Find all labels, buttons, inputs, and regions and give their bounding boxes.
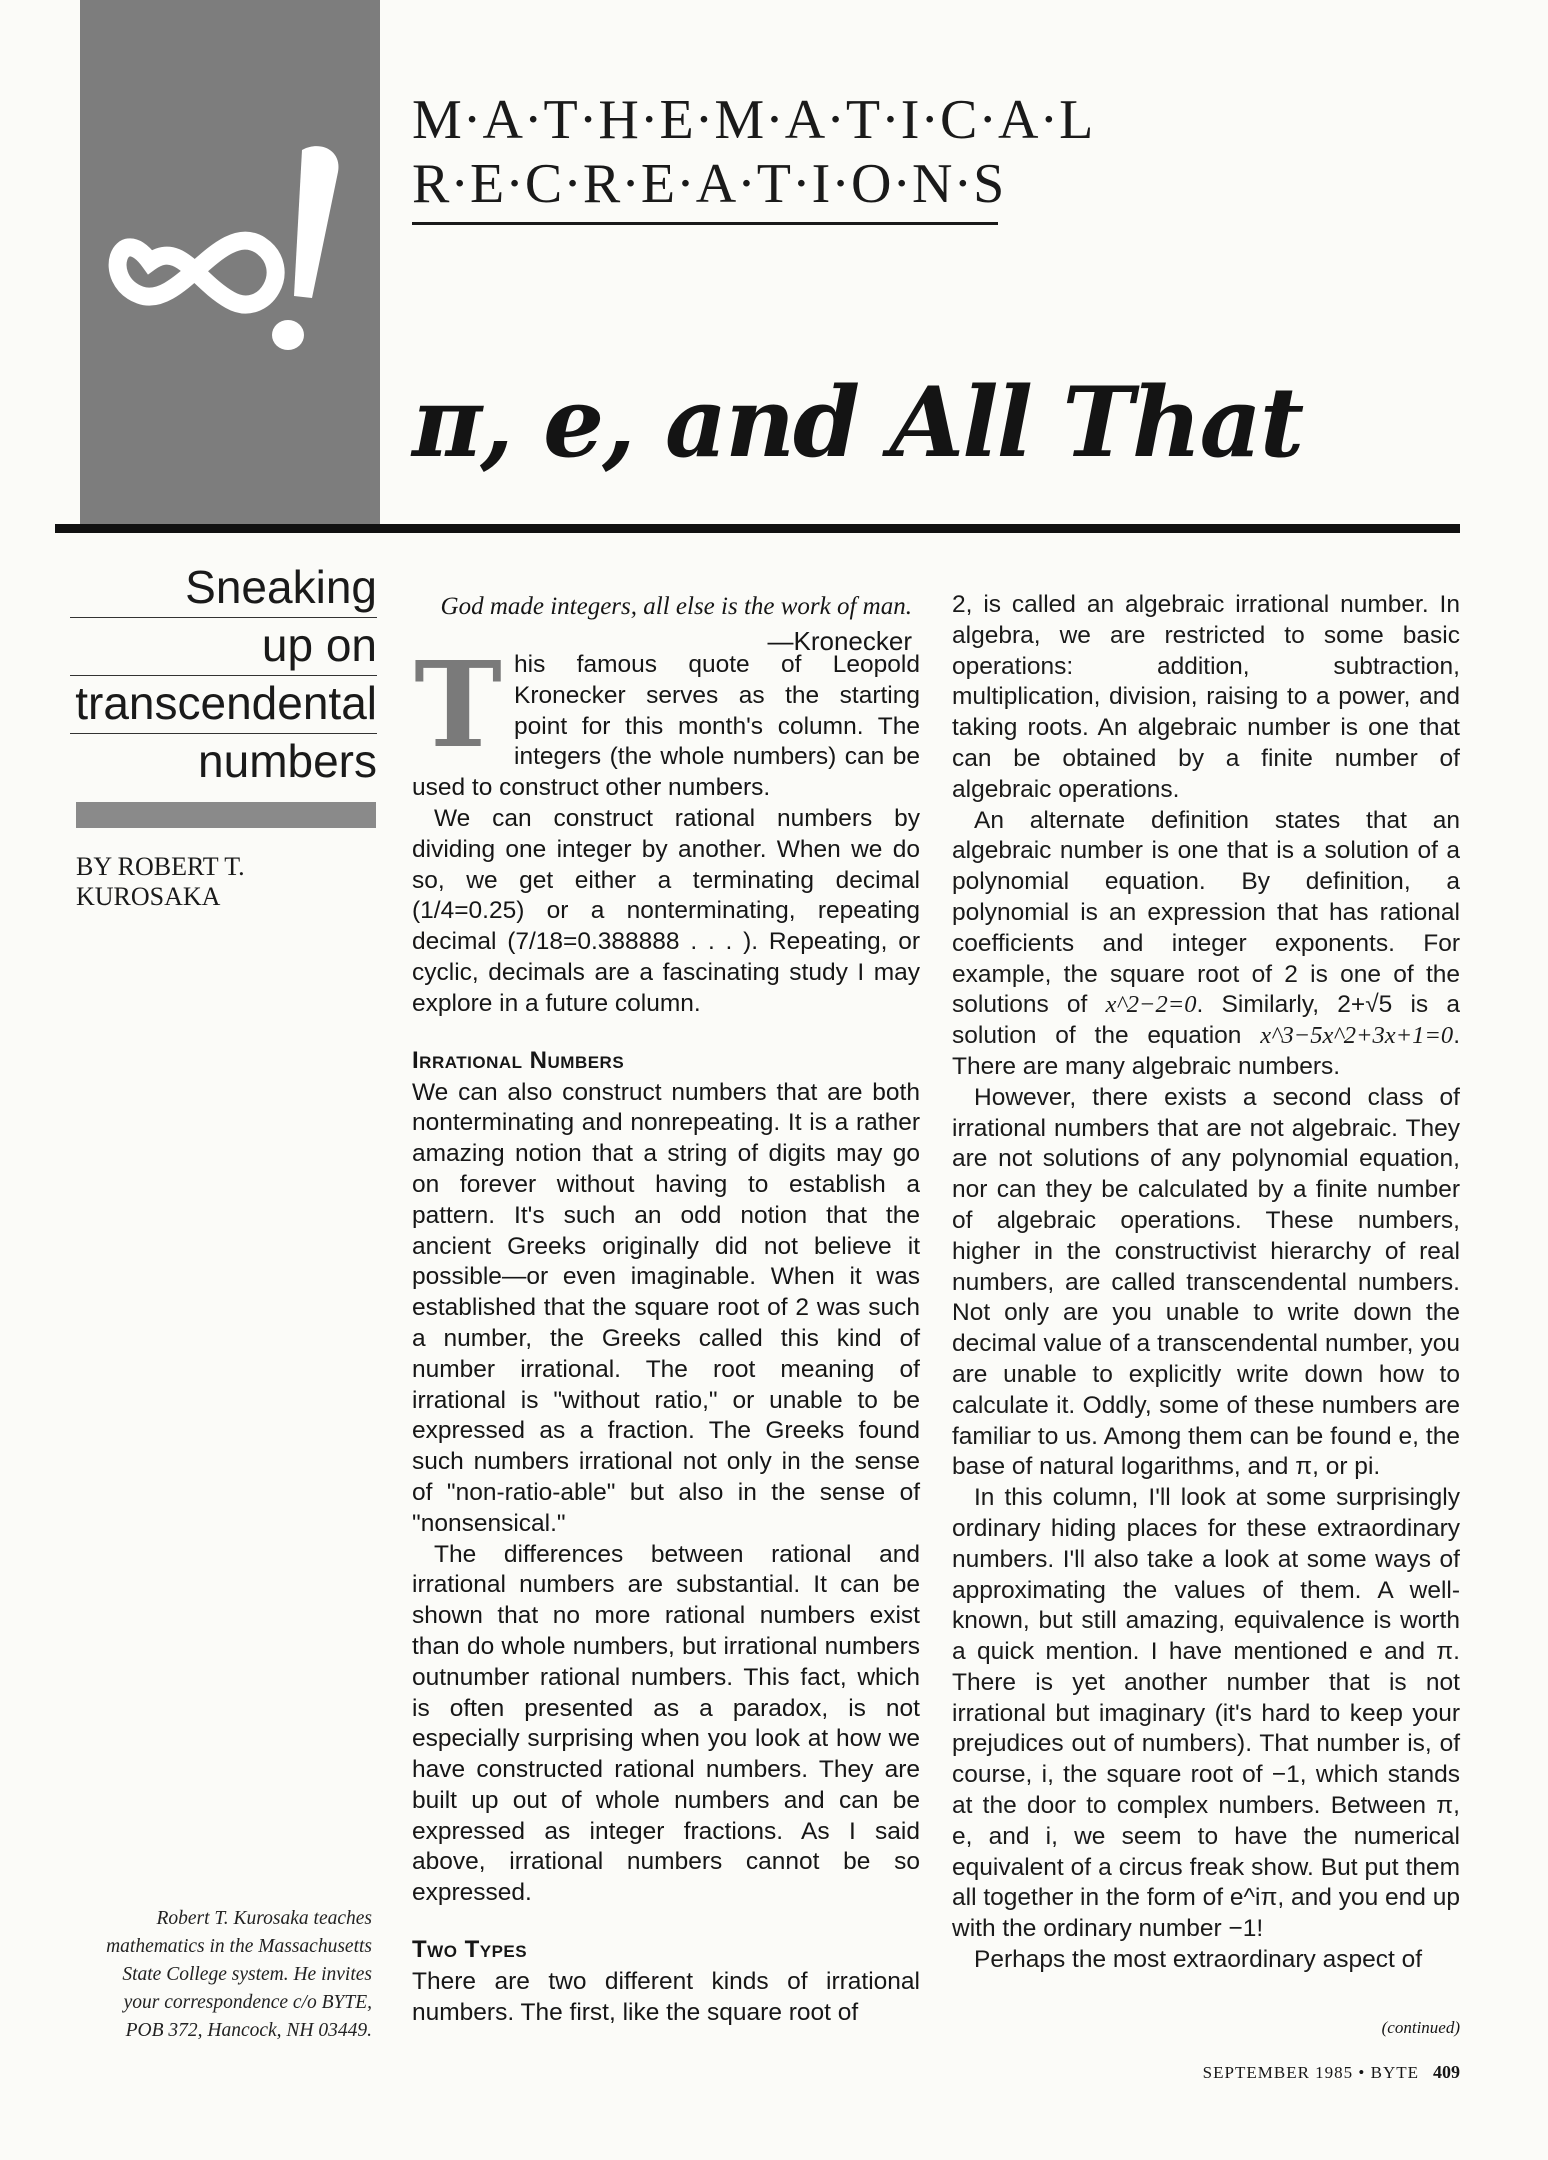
series-title-line2: R·E·C·R·E·A·T·I·O·N·S: [412, 153, 1006, 215]
epigraph-quote: God made integers, all else is the work of man.: [440, 593, 912, 620]
paragraph-text: is a solution of the equation: [952, 991, 1460, 1050]
paragraph: In this column, I'll look at some surprisingly ordinary hiding places for these extraordinary numbers. I'll also take a look at some ways of approximating the values of them. A well-known, but still amazing, equivalence is worth a quick mention. I have mentioned e and π. There is yet another number that is not irrational but imaginary (it's hard to keep your prejudices out of numbers). That number is, of course, i, the square root of −1, which stands at the door to complex numbers. Between π, e, and i, we seem to have the numerical equivalent of a circus freak show. But put them all together in the form of e^iπ, and you end up with the ordinary number −1!: [952, 1484, 1460, 1943]
page-number: 409: [1433, 2062, 1460, 2082]
paragraph-text: . There are many algebraic numbers.: [952, 1022, 1460, 1080]
subhead-line: Sneaking: [70, 560, 377, 618]
byline: BY ROBERT T. KUROSAKA: [76, 852, 245, 911]
author-note-line: your correspondence c/o BYTE,: [123, 1992, 372, 2013]
paragraph-text: An alternate definition states that an algebraic number is one that is a solution of a polynomial equation. By definition, a polynomial is an expression that has rational coefficients and integer exponents. For example, the square root of 2 is one of the solutions of: [952, 806, 1460, 1019]
issue-line: SEPTEMBER 1985 • BYTE: [1202, 2063, 1419, 2082]
author-note: [60, 1905, 372, 2045]
continued-note: (continued): [1381, 2018, 1460, 2037]
drop-cap: T: [414, 635, 502, 774]
subhead-line: numbers: [198, 735, 377, 787]
article-subhead: [70, 560, 377, 791]
epigraph-attribution: —Kronecker: [767, 626, 912, 656]
paragraph-text: his famous quote of Leopold Kronecker serves as the starting point for this month's column. The integers (the whole numbers) can be used to construct other numbers.: [412, 651, 920, 802]
series-title-rule: [412, 222, 998, 225]
section-heading: Two Types: [412, 1936, 528, 1964]
infinity-exclamation-icon: [80, 0, 380, 532]
paragraph: Perhaps the most extraordinary aspect of: [974, 1946, 1423, 1974]
paragraph: There are two different kinds of irrational numbers. The first, like the square root of: [412, 1968, 920, 2026]
page-footer: [1120, 2062, 1460, 2083]
subhead-line: up on: [70, 618, 377, 676]
header-divider: [55, 524, 1460, 533]
paragraph: 2, is called an algebraic irrational number. In algebra, we are restricted to some basic operations: addition, subtraction, multiplication, division, raising to a power, and taking roots. An algebraic number is one that can be obtained by a finite number of algebraic operations.: [952, 591, 1460, 803]
subhead-line: transcendental: [70, 676, 377, 734]
series-title-line1: M·A·T·H·E·M·A·T·I·C·A·L: [412, 89, 1095, 151]
equation: 2+√5: [1337, 991, 1393, 1019]
paragraph-text: . Similarly,: [1196, 991, 1338, 1019]
paragraph: We can also construct numbers that are both nonterminating and nonrepeating. It is a rather amazing notion that a string of digits may go on forever without having to establish a pattern. It's such an odd notion that the ancient Greeks originally did not believe it possible—or even imaginable. When it was established that the square root of 2 was such a number, the Greeks called this kind of number irrational. The root meaning of irrational is "without ratio," or unable to be expressed as a fraction. The Greeks found such numbers irrational not only in the sense of "non-ratio-able" but also in the sense of "nonsensical.": [412, 1078, 920, 1537]
paragraph: The differences between rational and irrational numbers are substantial. It can be shown that no more rational numbers exist than do whole numbers, but irrational numbers outnumber rational numbers. This fact, which is often presented as a paradox, is not especially surprising when you look at how we have constructed rational numbers. They are built up out of whole numbers and can be expressed as integer fractions. As I said above, irrational numbers cannot be so expressed.: [412, 1540, 920, 1907]
author-note-line: mathematics in the Massachusetts: [106, 1936, 372, 1957]
author-note-line: POB 372, Hancock, NH 03449.: [125, 2020, 372, 2041]
paragraph: [952, 806, 1460, 1083]
sidebar-gray-bar: [76, 802, 376, 828]
paragraph: However, there exists a second class of irrational numbers that are not algebraic. They are not solutions of any polynomial equation, nor can they be calculated by a finite number of algebraic operations. These numbers, higher in the constructivist hierarchy of real numbers, are called transcendental numbers. Not only are you unable to write down the decimal value of a transcendental number, you are unable to explicitly write down how to calculate it. Oddly, some of these numbers are familiar to us. Among them can be found e, the base of natural logarithms, and π, or pi.: [952, 1083, 1460, 1481]
series-title: [412, 88, 1095, 216]
paragraph: [412, 635, 920, 804]
paragraph: We can construct rational numbers by dividing one integer by another. When we do so, we get either a terminating decimal (1/4=0.25) or a nonterminating, repeating decimal (7/18=0.388888 . . . ). Repeating, or cyclic, decimals are a fascinating study I may explore in a future column.: [412, 804, 920, 1017]
article-column-2: [952, 590, 1460, 1976]
section-heading: Irrational Numbers: [412, 1046, 625, 1074]
equation: x^3−5x^2+3x+1=0: [1260, 1022, 1454, 1050]
article-column-1: [412, 635, 920, 2029]
author-note-line: State College system. He invites: [122, 1964, 372, 1985]
author-note-line: Robert T. Kurosaka teaches: [156, 1908, 372, 1929]
logo-block: [80, 0, 380, 532]
article-headline: π, e, and All That: [412, 366, 1303, 479]
equation: x^2−2=0: [1105, 991, 1197, 1019]
